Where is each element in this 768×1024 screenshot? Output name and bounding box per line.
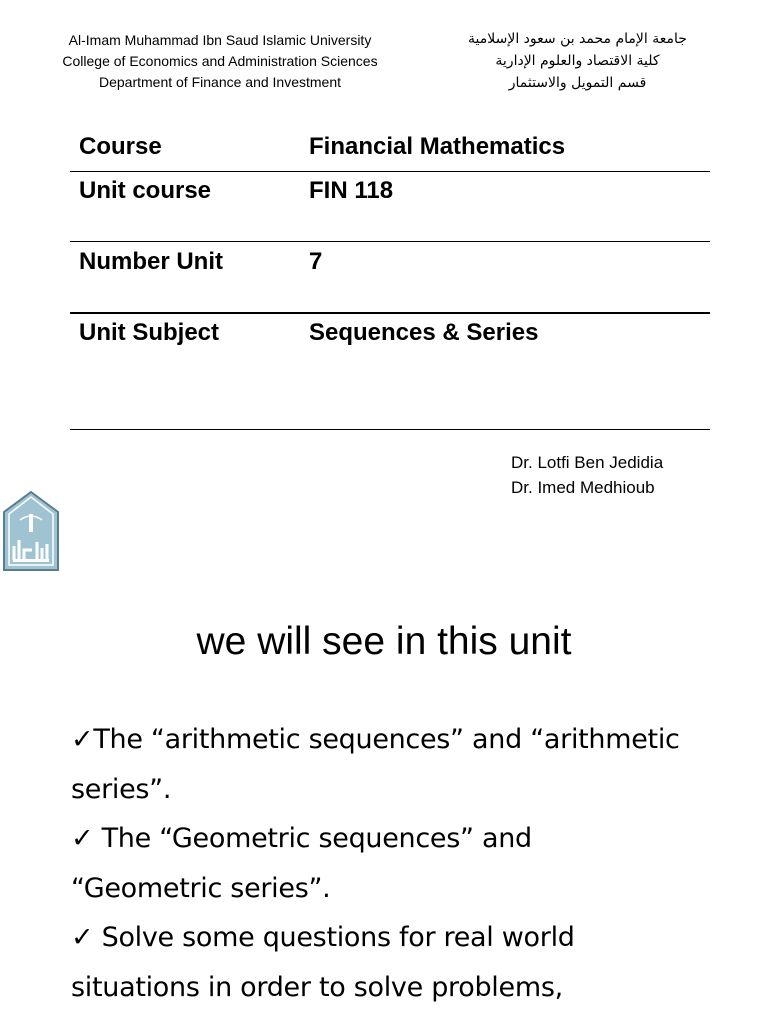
college-name: College of Economics and Administration Sciences [62, 53, 378, 69]
course-value: Financial Mathematics [309, 133, 566, 160]
university-name: Al-Imam Muhammad Ibn Saud Islamic University [68, 32, 372, 48]
number-unit-label: Number Unit [79, 248, 223, 275]
university-name-arabic: جامعة الإمام محمد بن سعود الإسلامية [468, 31, 687, 47]
table-divider [70, 241, 710, 242]
unit-course-label: Unit course [79, 177, 212, 204]
list-item: ✓ The “Geometric sequences” and [71, 823, 532, 854]
unit-course-value: FIN 118 [309, 177, 394, 204]
table-divider [70, 429, 710, 430]
unit-subject-label: Unit Subject [79, 319, 220, 346]
department-name: Department of Finance and Investment [98, 74, 342, 90]
list-item: ✓ Solve some questions for real world [71, 922, 575, 953]
unit-subject-value: Sequences & Series [309, 319, 539, 346]
university-header-english [40, 30, 400, 93]
number-unit-value: 7 [309, 248, 323, 275]
unit-topics-list [71, 715, 761, 1012]
university-logo-icon [2, 490, 60, 572]
university-header-arabic [440, 28, 715, 94]
list-item: series”. [71, 773, 172, 805]
list-item: ✓The “arithmetic sequences” and “arithmetic [71, 724, 680, 755]
table-divider [70, 171, 710, 172]
course-label: Course [79, 133, 162, 160]
list-item: “Geometric series”. [71, 872, 331, 904]
list-item: situations in order to solve problems, [71, 971, 563, 1003]
author-name: Dr. Imed Medhioub [511, 478, 655, 497]
department-name-arabic: قسم التمويل والاستثمار [508, 75, 647, 91]
author-name: Dr. Lotfi Ben Jedidia [511, 453, 664, 472]
college-name-arabic: كلية الاقتصاد والعلوم الإدارية [495, 53, 660, 69]
authors [511, 450, 663, 500]
section-title: we will see in this unit [196, 620, 572, 663]
table-divider [70, 312, 710, 314]
